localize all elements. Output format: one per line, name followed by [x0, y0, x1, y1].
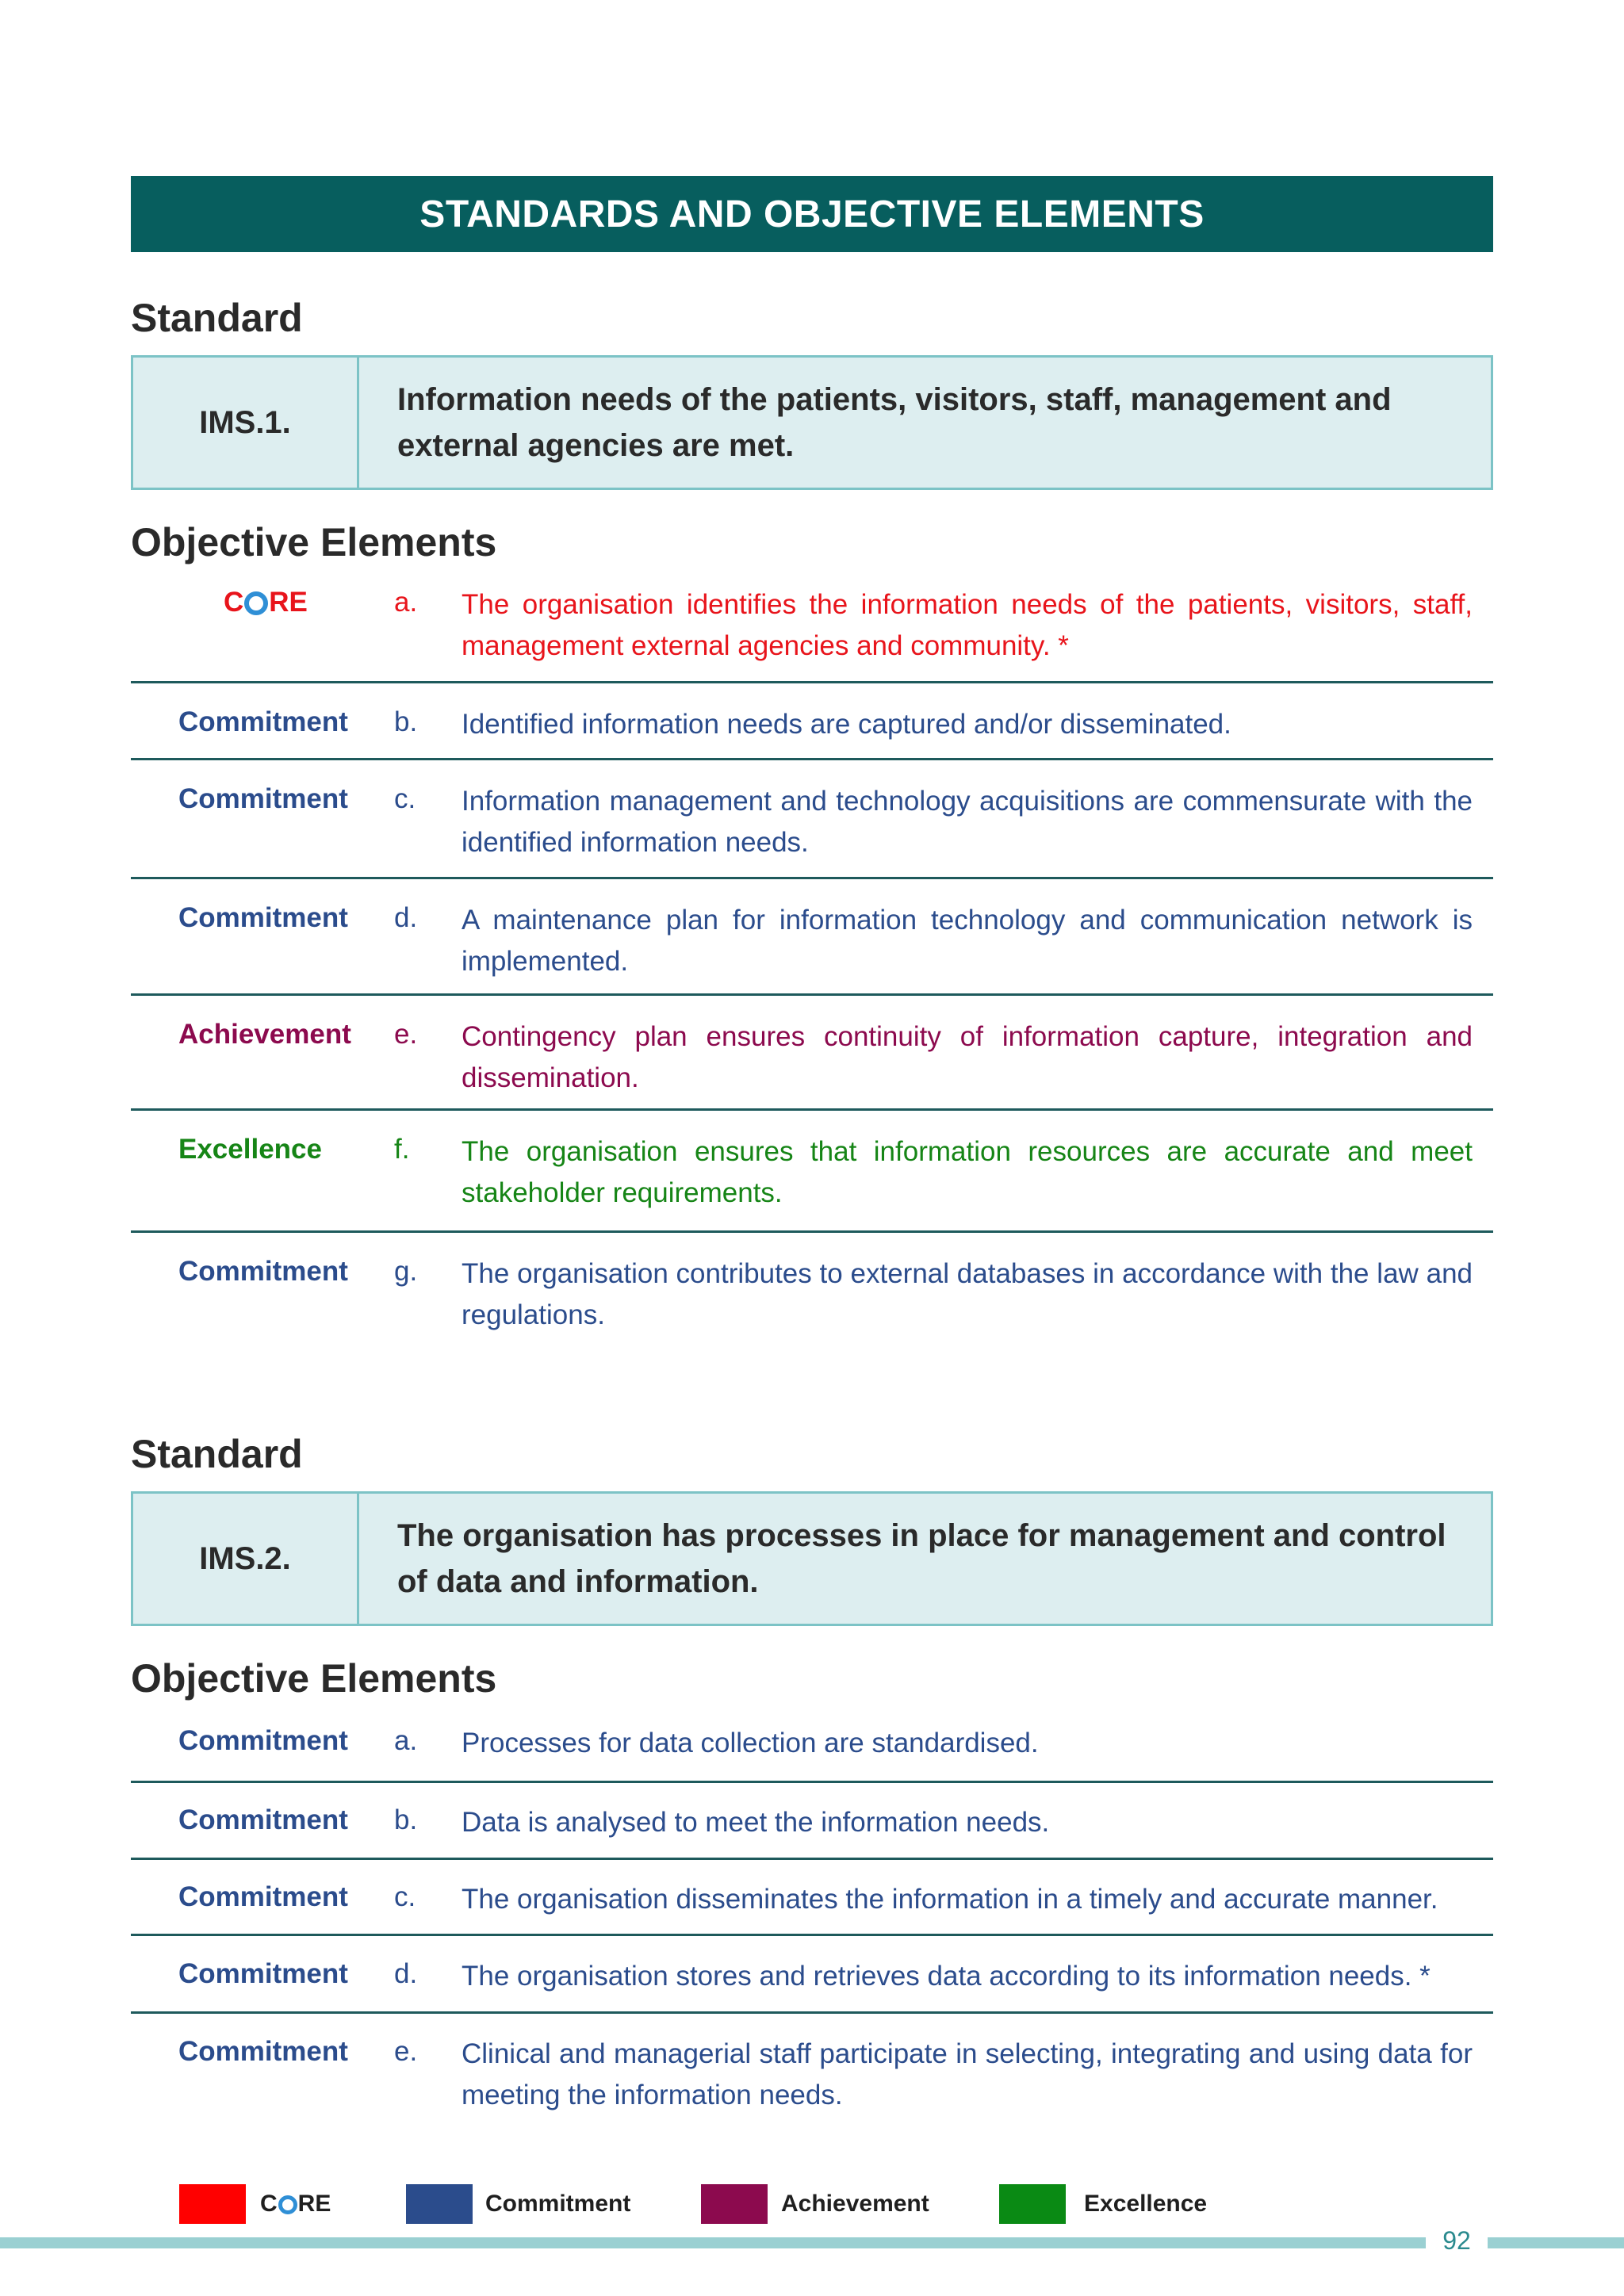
item-text: The organisation stores and retrieves data according to its information needs. * — [462, 1961, 1431, 1992]
item-letter: g. — [394, 1256, 418, 1287]
color-legend — [0, 2184, 1624, 2225]
core-logo-c: C — [224, 587, 244, 618]
category-label: Commitment — [178, 1256, 348, 1287]
objective-elements-heading-2: Objective Elements — [131, 1656, 497, 1701]
category-label: Achievement — [178, 1019, 351, 1050]
item-letter: b. — [394, 1804, 418, 1835]
footer-rule-left — [0, 2237, 1426, 2248]
item-text: Contingency plan ensures continuity of information capture, integration and dissemination. — [462, 1021, 1473, 1093]
list-item — [131, 996, 1493, 1111]
item-letter: d. — [394, 902, 418, 933]
item-letter: e. — [394, 1019, 418, 1050]
objective-elements-heading-1: Objective Elements — [131, 520, 497, 564]
standard-code: IMS.2. — [133, 1494, 359, 1624]
item-letter: b. — [394, 706, 418, 737]
category-label: Commitment — [178, 783, 348, 814]
legend-swatch-excellence — [999, 2184, 1066, 2224]
standard-heading-2: Standard — [131, 1432, 303, 1476]
item-letter: a. — [394, 1725, 418, 1756]
core-o-icon — [278, 2195, 297, 2214]
item-text: Clinical and managerial staff participate in selecting, integrating and using data for meeting the information needs. — [462, 2038, 1473, 2110]
standard-text: Information needs of the patients, visitors, staff, management and external agencies are met. — [397, 382, 1392, 463]
page-title: STANDARDS AND OBJECTIVE ELEMENTS — [419, 193, 1205, 235]
category-label: Commitment — [178, 902, 348, 933]
legend-label-commitment: Commitment — [485, 2191, 631, 2217]
item-text: Identified information needs are captured and/or disseminated. — [462, 709, 1231, 740]
list-item — [131, 1783, 1493, 1860]
legend-core-c: C — [260, 2191, 278, 2217]
list-item — [131, 1860, 1493, 1936]
standard-text: The organisation has processes in place for management and control of data and information. — [397, 1518, 1446, 1599]
item-text: The organisation disseminates the information in a timely and accurate manner. — [462, 1884, 1438, 1915]
standard-code: IMS.1. — [133, 358, 359, 488]
legend-swatch-core — [179, 2184, 246, 2224]
standard-box-ims1 — [131, 355, 1493, 490]
objective-elements-list-2 — [131, 1719, 1493, 2125]
item-letter: e. — [394, 2036, 418, 2067]
item-text: The organisation contributes to external databases in accordance with the law and regulations. — [462, 1258, 1473, 1330]
list-item — [131, 2014, 1493, 2125]
list-item — [131, 1233, 1493, 1352]
item-letter: c. — [394, 1881, 416, 1912]
category-label: Commitment — [178, 1725, 348, 1756]
legend-swatch-achievement — [701, 2184, 768, 2224]
core-logo — [224, 587, 308, 618]
legend-swatch-commitment — [406, 2184, 473, 2224]
page-number: 92 — [1442, 2226, 1471, 2255]
core-o-icon — [244, 591, 268, 615]
category-label: Commitment — [178, 1804, 348, 1835]
list-item — [131, 1719, 1493, 1783]
footer-rule-right — [1488, 2237, 1624, 2248]
legend-label-core — [260, 2191, 331, 2218]
item-text: A maintenance plan for information technology and communication network is implemented. — [462, 905, 1473, 977]
category-label: Commitment — [178, 706, 348, 737]
standard-heading-1: Standard — [131, 296, 303, 340]
item-letter: d. — [394, 1958, 418, 1989]
item-text: Processes for data collection are standardised. — [462, 1728, 1039, 1758]
core-logo-re: RE — [269, 587, 308, 618]
item-text: The organisation ensures that information resources are accurate and meet stakeholder requirements. — [462, 1136, 1473, 1208]
category-label: Commitment — [178, 2036, 348, 2067]
legend-label-excellence: Excellence — [1084, 2191, 1208, 2217]
category-label: Excellence — [178, 1134, 322, 1165]
item-letter: f. — [394, 1134, 410, 1165]
legend-label-achievement: Achievement — [781, 2191, 929, 2217]
page-title-banner — [131, 176, 1493, 252]
item-text: The organisation identifies the information needs of the patients, visitors, staff, management external agencies and community. * — [462, 589, 1473, 661]
list-item — [131, 760, 1493, 879]
category-label: Commitment — [178, 1958, 348, 1989]
standard-box-ims2 — [131, 1491, 1493, 1626]
list-item — [131, 683, 1493, 760]
list-item — [131, 1111, 1493, 1233]
item-letter: a. — [394, 587, 418, 618]
list-item — [131, 1936, 1493, 2014]
list-item — [131, 576, 1493, 683]
legend-core-re: RE — [297, 2191, 331, 2217]
objective-elements-list-1 — [131, 576, 1493, 1352]
item-text: Information management and technology acquisitions are commensurate with the identified information needs. — [462, 786, 1473, 858]
item-text: Data is analysed to meet the information needs. — [462, 1807, 1050, 1838]
item-letter: c. — [394, 783, 416, 814]
list-item — [131, 879, 1493, 996]
category-label: Commitment — [178, 1881, 348, 1912]
